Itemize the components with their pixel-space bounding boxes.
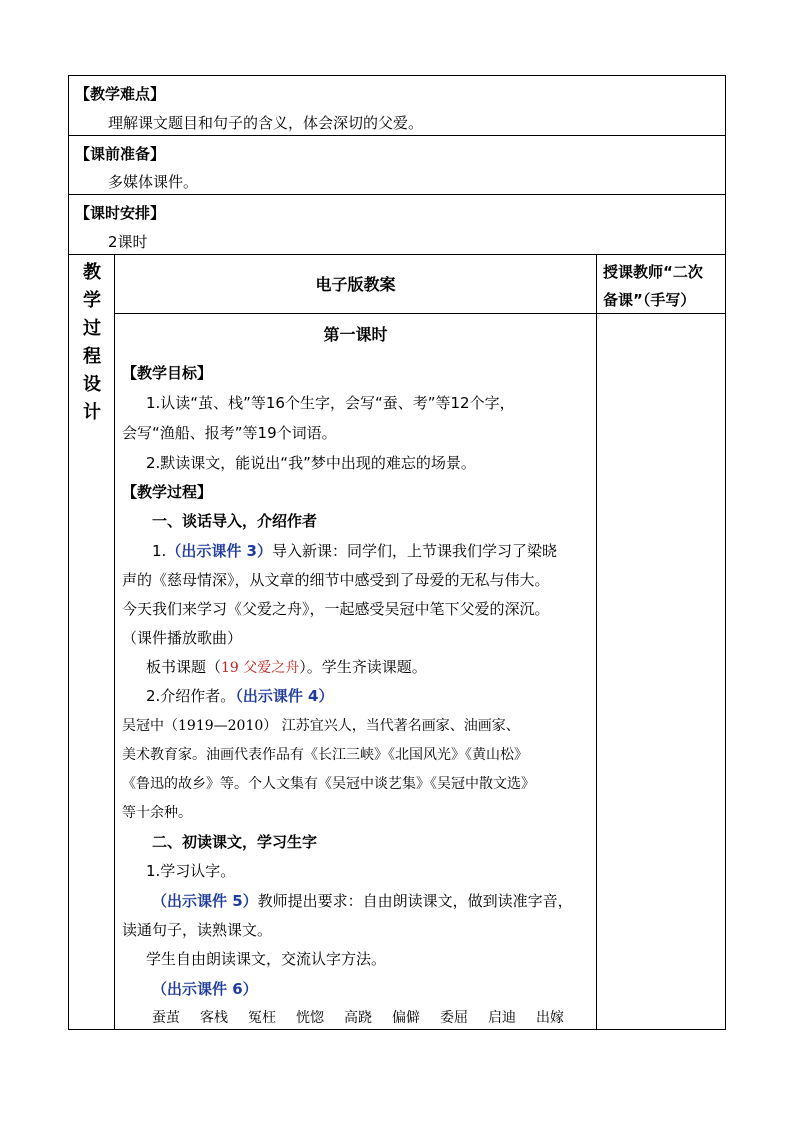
step2-req-text: 教师提出要求：自由朗读课文，做到读准字音， [257,892,573,910]
step1-item1-line3: 今天我们来学习《父爱之舟》，一起感受吴冠中笔下父爱的深沉。 [122,600,550,618]
courseware-tag: （出示课件 4） [235,687,334,705]
board-suffix: ）。学生齐读课题。 [299,658,427,676]
table-border-top [68,75,726,76]
row-divider [68,254,726,255]
preparation-heading: 【课前准备】 [75,145,166,163]
step2-item1: 1.学习认字。 [146,862,236,880]
step1-item1-line2: 声的《慈母情深》，从文章的细节中感受到了母爱的无私与伟大。 [122,571,550,589]
vocab-word: 蚕茧 [152,1010,180,1026]
side-column-header-line2: 备课”（手写） [603,291,696,309]
author-line3: 《鲁迅的故乡》等。个人文集有《吴冠中谈艺集》《吴冠中散文选》 [122,776,535,792]
table-border-right [725,75,726,1030]
schedule-content: 2课时 [108,233,148,251]
step1-item1-text: 导入新课：同学们，上节课我们学习了梁晓 [271,542,557,560]
step1-title: 一、谈话导入，介绍作者 [152,512,318,530]
board-lesson-title: 19 父爱之舟 [221,660,300,676]
goal1-line2: 会写“渔船、报考”等19个词语。 [122,424,337,442]
lesson-title: 第一课时 [323,325,388,344]
column-divider [596,254,597,1030]
vocabulary-row [152,1008,576,1028]
goal1-line1: 1.认读“茧、栈”等16个生字，会写“蚕、考”等12个字， [146,394,515,412]
goals-heading: 【教学目标】 [122,364,213,382]
row-divider [114,313,726,314]
side-label-char: 过 [83,318,101,339]
step2-requirement-line2: 读通句子，读熟课文。 [122,921,273,939]
vocab-word: 冤枉 [248,1010,276,1026]
author-line2: 美术教育家。油画代表作品有《长江三峡》《北国风光》《黄山松》 [122,747,528,763]
vocab-word: 偏僻 [392,1010,420,1026]
difficulty-heading: 【教学难点】 [75,85,166,103]
goal2: 2.默读课文，能说出“我”梦中出现的难忘的场景。 [146,454,476,472]
side-column-header-line1: 授课教师“二次 [603,263,703,281]
vocab-word: 恍惚 [296,1010,324,1026]
step2-students: 学生自由朗读课文，交流认字方法。 [146,950,387,968]
column-divider [114,254,115,1030]
preparation-content: 多媒体课件。 [108,173,199,191]
author-line4: 等十余种。 [122,805,192,821]
courseware-tag: （出示课件 6） [152,980,258,998]
vocab-word: 高跷 [344,1010,372,1026]
board-title-line [146,657,427,678]
side-label-char: 学 [83,290,101,311]
table-border-left [68,75,69,1030]
step1-item1-prefix: 1. [152,542,167,560]
schedule-heading: 【课时安排】 [75,204,166,222]
side-label-char: 计 [83,402,101,423]
side-label-char: 教 [83,262,101,283]
process-heading: 【教学过程】 [122,483,213,501]
vocab-word: 委屈 [440,1010,468,1026]
courseware-tag: （出示课件 3） [166,542,272,560]
step1-item2-text: 2.介绍作者。 [146,687,236,705]
side-label-char: 设 [83,374,101,395]
author-line1: 吴冠中（1919—2010） 江苏宜兴人，当代著名画家、油画家、 [122,718,520,734]
step2-title: 二、初读课文，学习生字 [152,833,318,851]
vocab-word: 客栈 [200,1010,228,1026]
step1-item1-line4: （课件播放歌曲） [122,629,243,647]
vocab-word: 出嫁 [536,1010,564,1026]
vocab-word: 启迪 [488,1010,516,1026]
step2-requirement-line1 [152,891,573,911]
main-column-header: 电子版教案 [315,275,396,294]
step1-item2 [146,686,333,706]
board-prefix: 板书课题（ [146,658,222,676]
table-border-bottom [68,1029,726,1030]
row-divider [68,135,726,136]
step1-item1-line1 [152,541,557,561]
row-divider [68,194,726,195]
side-label-teaching-process-design [70,259,114,427]
difficulty-content: 理解课文题目和句子的含义，体会深切的父爱。 [108,114,424,132]
courseware-tag: （出示课件 5） [152,892,258,910]
side-label-char: 程 [83,346,101,367]
